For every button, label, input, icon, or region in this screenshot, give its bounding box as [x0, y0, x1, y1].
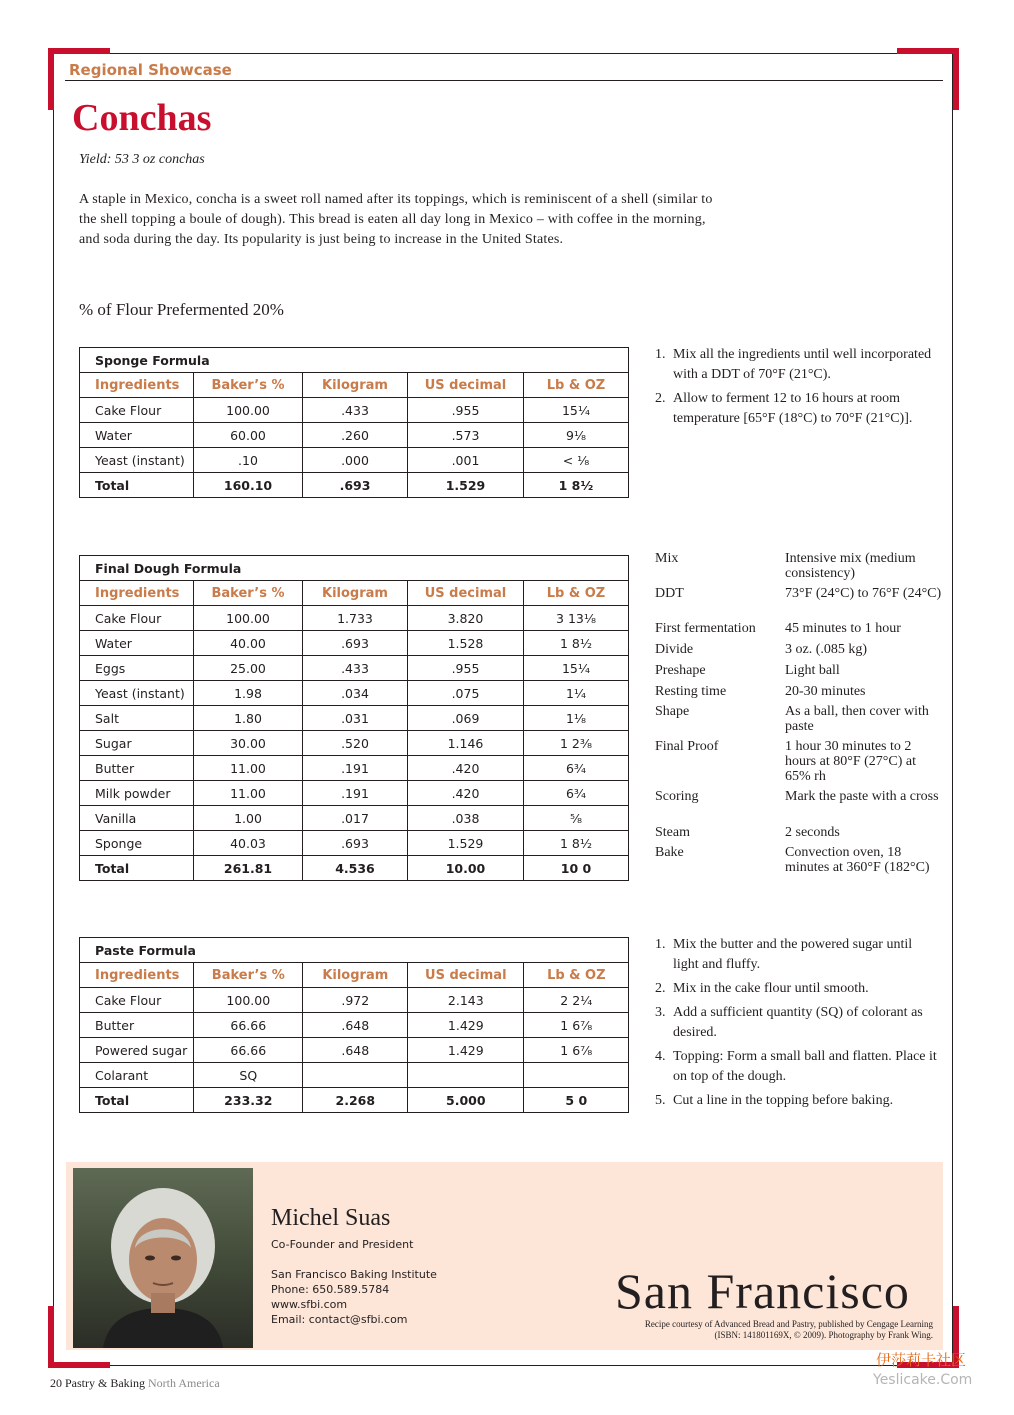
value-cell: 1 6⁷⁄₈: [524, 1013, 629, 1038]
value-cell: SQ: [194, 1063, 303, 1088]
column-header: Baker’s %: [194, 963, 303, 988]
author-photo: [73, 1168, 253, 1348]
formula-name: Paste Formula: [80, 938, 629, 963]
value-cell: .573: [408, 423, 524, 448]
ingredient-cell: Powered sugar: [80, 1038, 194, 1063]
process-value: 3 oz. (.085 kg): [785, 642, 868, 657]
process-value: As a ball, then cover with paste: [785, 704, 929, 734]
value-cell: 1 8¹⁄₂: [524, 631, 629, 656]
table-row: [80, 631, 629, 656]
table-row: [80, 806, 629, 831]
total-row: [80, 1088, 629, 1113]
total-row: [80, 856, 629, 881]
corner-mark: [48, 1362, 110, 1368]
value-cell: 11.00: [194, 756, 303, 781]
ingredient-cell: Total: [80, 473, 194, 498]
preferment-line: % of Flour Prefermented 20%: [79, 300, 284, 319]
ingredient-cell: Sugar: [80, 731, 194, 756]
column-header: Kilogram: [303, 581, 408, 606]
value-cell: .693: [303, 631, 408, 656]
value-cell: .433: [303, 398, 408, 423]
table-row: [80, 756, 629, 781]
value-cell: 1.146: [408, 731, 524, 756]
value-cell: 11.00: [194, 781, 303, 806]
process-label: Scoring: [655, 789, 699, 804]
value-cell: 10.00: [408, 856, 524, 881]
recipe-yield: Yield: 53 3 oz conchas: [79, 152, 205, 167]
value-cell: 9¹⁄₈: [524, 423, 629, 448]
value-cell: 1.733: [303, 606, 408, 631]
value-cell: .420: [408, 756, 524, 781]
author-role: Co-Founder and President: [271, 1238, 414, 1251]
value-cell: 100.00: [194, 606, 303, 631]
column-header: Lb & OZ: [524, 963, 629, 988]
ingredient-cell: Total: [80, 856, 194, 881]
author-website[interactable]: www.sfbi.com: [271, 1298, 348, 1311]
value-cell: .955: [408, 398, 524, 423]
corner-mark: [953, 48, 959, 110]
table-row: [80, 1013, 629, 1038]
value-cell: .001: [408, 448, 524, 473]
step-item: 1. Mix all the ingredients until well incorporated with a DDT of 70°F (21°C).: [655, 347, 932, 382]
value-cell: 100.00: [194, 988, 303, 1013]
recipe-title: Conchas: [72, 97, 212, 139]
ingredient-cell: Colarant: [80, 1063, 194, 1088]
process-value: 45 minutes to 1 hour: [785, 621, 901, 636]
ingredient-cell: Cake Flour: [80, 398, 194, 423]
table-row: [80, 1038, 629, 1063]
section-rule: [65, 80, 943, 81]
process-label: Steam: [655, 825, 690, 840]
value-cell: 261.81: [194, 856, 303, 881]
value-cell: 3 13¹⁄₈: [524, 606, 629, 631]
value-cell: 6³⁄₄: [524, 781, 629, 806]
ingredient-cell: Milk powder: [80, 781, 194, 806]
ingredient-cell: Butter: [80, 1013, 194, 1038]
value-cell: .191: [303, 756, 408, 781]
value-cell: 15¹⁄₄: [524, 656, 629, 681]
value-cell: 40.03: [194, 831, 303, 856]
table-row: [80, 988, 629, 1013]
portrait-image: [73, 1168, 253, 1348]
sponge-formula-table: [79, 347, 629, 498]
value-cell: .520: [303, 731, 408, 756]
value-cell: 2 2¹⁄₄: [524, 988, 629, 1013]
column-header: Baker’s %: [194, 373, 303, 398]
step-item: 5. Cut a line in the topping before baking.: [655, 1093, 894, 1108]
formula-name: Sponge Formula: [80, 348, 629, 373]
corner-mark: [48, 1306, 54, 1368]
value-cell: 1¹⁄₈: [524, 706, 629, 731]
table-row: [80, 1063, 629, 1088]
value-cell: .955: [408, 656, 524, 681]
total-row: [80, 473, 629, 498]
value-cell: 1.429: [408, 1013, 524, 1038]
section-label: Regional Showcase: [69, 61, 232, 79]
column-header: US decimal: [408, 963, 524, 988]
column-header: Ingredients: [80, 373, 194, 398]
corner-mark: [48, 48, 54, 110]
value-cell: .017: [303, 806, 408, 831]
paste-steps: [655, 935, 940, 1115]
value-cell: .069: [408, 706, 524, 731]
value-cell: ⁵⁄₈: [524, 806, 629, 831]
formula-name: Final Dough Formula: [80, 556, 629, 581]
value-cell: 2.143: [408, 988, 524, 1013]
column-header: Ingredients: [80, 963, 194, 988]
value-cell: 1.80: [194, 706, 303, 731]
value-cell: 2.268: [303, 1088, 408, 1113]
process-value: Mark the paste with a cross: [785, 789, 939, 804]
table-row: [80, 831, 629, 856]
process-value: Convection oven, 18 minutes at 360°F (182°C): [785, 845, 930, 875]
value-cell: .260: [303, 423, 408, 448]
corner-mark: [897, 48, 959, 54]
value-cell: 5.000: [408, 1088, 524, 1113]
process-value: 73°F (24°C) to 76°F (24°C): [785, 586, 942, 601]
value-cell: 233.32: [194, 1088, 303, 1113]
publication-name: Pastry & Baking: [65, 1376, 145, 1390]
process-value: 2 seconds: [785, 825, 840, 840]
value-cell: 1.529: [408, 831, 524, 856]
final-dough-formula-table: [79, 555, 629, 881]
ingredient-cell: Total: [80, 1088, 194, 1113]
process-label: Resting time: [655, 684, 727, 699]
author-name: Michel Suas: [271, 1205, 391, 1231]
watermark-cn: 伊莎莉卡社区: [876, 1351, 967, 1369]
value-cell: 10 0: [524, 856, 629, 881]
page-number: 20: [50, 1376, 62, 1390]
value-cell: .648: [303, 1013, 408, 1038]
paste-formula-table: [79, 937, 629, 1113]
value-cell: 1¹⁄₄: [524, 681, 629, 706]
column-header: Kilogram: [303, 963, 408, 988]
process-label: Bake: [655, 845, 684, 860]
value-cell: 1 8¹⁄₂: [524, 831, 629, 856]
value-cell: 6³⁄₄: [524, 756, 629, 781]
value-cell: .693: [303, 473, 408, 498]
table-row: [80, 781, 629, 806]
intro-paragraph: A staple in Mexico, concha is a sweet roll named after its toppings, which is reminiscent of a shell (similar to the shell topping a boule of dough). This bread is eaten all day long in Mexico – with coffee in the morning, and soda during the day. Its popularity is just being to increase in the United States.: [79, 192, 713, 247]
value-cell: .10: [194, 448, 303, 473]
ingredient-cell: Water: [80, 631, 194, 656]
step-item: 4. Topping: Form a small ball and flatten. Place it on top of the dough.: [655, 1049, 937, 1084]
page-folio: [50, 1376, 220, 1391]
ingredient-cell: Yeast (instant): [80, 681, 194, 706]
process-label: DDT: [655, 586, 684, 601]
process-label: First fermentation: [655, 621, 756, 636]
table-row: [80, 606, 629, 631]
step-item: 3. Add a sufficient quantity (SQ) of colorant as desired.: [655, 1005, 923, 1040]
value-cell: 1 2³⁄₈: [524, 731, 629, 756]
ingredient-cell: Butter: [80, 756, 194, 781]
process-label: Mix: [655, 551, 679, 566]
table-row: [80, 681, 629, 706]
column-header-row: [80, 581, 629, 606]
value-cell: .972: [303, 988, 408, 1013]
process-value: 1 hour 30 minutes to 2 hours at 80°F (27°C) at 65% rh: [785, 739, 916, 784]
value-cell: 66.66: [194, 1013, 303, 1038]
value-cell: 3.820: [408, 606, 524, 631]
publication-region: North America: [148, 1376, 220, 1390]
value-cell: 160.10: [194, 473, 303, 498]
process-value: 20-30 minutes: [785, 684, 866, 699]
column-header-row: [80, 373, 629, 398]
ingredient-cell: Water: [80, 423, 194, 448]
value-cell: 1.98: [194, 681, 303, 706]
value-cell: 1.429: [408, 1038, 524, 1063]
column-header: Lb & OZ: [524, 581, 629, 606]
ingredient-cell: Sponge: [80, 831, 194, 856]
step-item: 1. Mix the butter and the powered sugar until light and fluffy.: [655, 937, 913, 972]
value-cell: 60.00: [194, 423, 303, 448]
ingredient-cell: Cake Flour: [80, 606, 194, 631]
value-cell: 1.528: [408, 631, 524, 656]
value-cell: .000: [303, 448, 408, 473]
city-title: San Francisco: [615, 1263, 910, 1319]
value-cell: .031: [303, 706, 408, 731]
value-cell: 66.66: [194, 1038, 303, 1063]
column-header-row: [80, 963, 629, 988]
table-row: [80, 398, 629, 423]
value-cell: .433: [303, 656, 408, 681]
table-row: [80, 706, 629, 731]
process-label: Shape: [655, 704, 690, 719]
value-cell: .038: [408, 806, 524, 831]
table-row: [80, 656, 629, 681]
process-value: Intensive mix (medium consistency): [785, 551, 916, 581]
step-item: 2. Allow to ferment 12 to 16 hours at room temperature [65°F (18°C) to 70°F (21°C)].: [655, 391, 913, 426]
column-header: Baker’s %: [194, 581, 303, 606]
column-header: Ingredients: [80, 581, 194, 606]
value-cell: 30.00: [194, 731, 303, 756]
column-header: Kilogram: [303, 373, 408, 398]
value-cell: .420: [408, 781, 524, 806]
value-cell: .648: [303, 1038, 408, 1063]
value-cell: .191: [303, 781, 408, 806]
table-row: [80, 423, 629, 448]
value-cell: .693: [303, 831, 408, 856]
watermark-en: Yeslicake.Com: [873, 1372, 973, 1388]
value-cell: 1 6⁷⁄₈: [524, 1038, 629, 1063]
ingredient-cell: Eggs: [80, 656, 194, 681]
author-org: San Francisco Baking Institute: [271, 1268, 437, 1281]
column-header: US decimal: [408, 373, 524, 398]
author-email[interactable]: Email: contact@sfbi.com: [271, 1313, 408, 1326]
value-cell: 1.529: [408, 473, 524, 498]
table-row: [80, 448, 629, 473]
value-cell: [524, 1063, 629, 1088]
value-cell: [303, 1063, 408, 1088]
value-cell: 5 0: [524, 1088, 629, 1113]
table-row: [80, 731, 629, 756]
value-cell: 15¹⁄₄: [524, 398, 629, 423]
value-cell: < ¹⁄₈: [524, 448, 629, 473]
value-cell: 25.00: [194, 656, 303, 681]
step-item: 2. Mix in the cake flour until smooth.: [655, 981, 869, 996]
value-cell: .034: [303, 681, 408, 706]
value-cell: [408, 1063, 524, 1088]
value-cell: 100.00: [194, 398, 303, 423]
process-label: Divide: [655, 642, 694, 657]
value-cell: 1.00: [194, 806, 303, 831]
process-value: Light ball: [785, 663, 840, 678]
value-cell: 1 8¹⁄₂: [524, 473, 629, 498]
corner-mark: [48, 48, 110, 54]
ingredient-cell: Vanilla: [80, 806, 194, 831]
process-label: Final Proof: [655, 739, 719, 754]
process-label: Preshape: [655, 663, 706, 678]
author-phone: Phone: 650.589.5784: [271, 1283, 390, 1296]
ingredient-cell: Cake Flour: [80, 988, 194, 1013]
photo-credit: Recipe courtesy of Advanced Bread and Pastry, published by Cengage Learning (ISBN: 141801169X, © 2009). Photography by Frank Wing.: [644, 1319, 933, 1340]
sponge-steps: [655, 345, 940, 433]
value-cell: 4.536: [303, 856, 408, 881]
value-cell: .075: [408, 681, 524, 706]
column-header: US decimal: [408, 581, 524, 606]
ingredient-cell: Yeast (instant): [80, 448, 194, 473]
value-cell: 40.00: [194, 631, 303, 656]
ingredient-cell: Salt: [80, 706, 194, 731]
column-header: Lb & OZ: [524, 373, 629, 398]
